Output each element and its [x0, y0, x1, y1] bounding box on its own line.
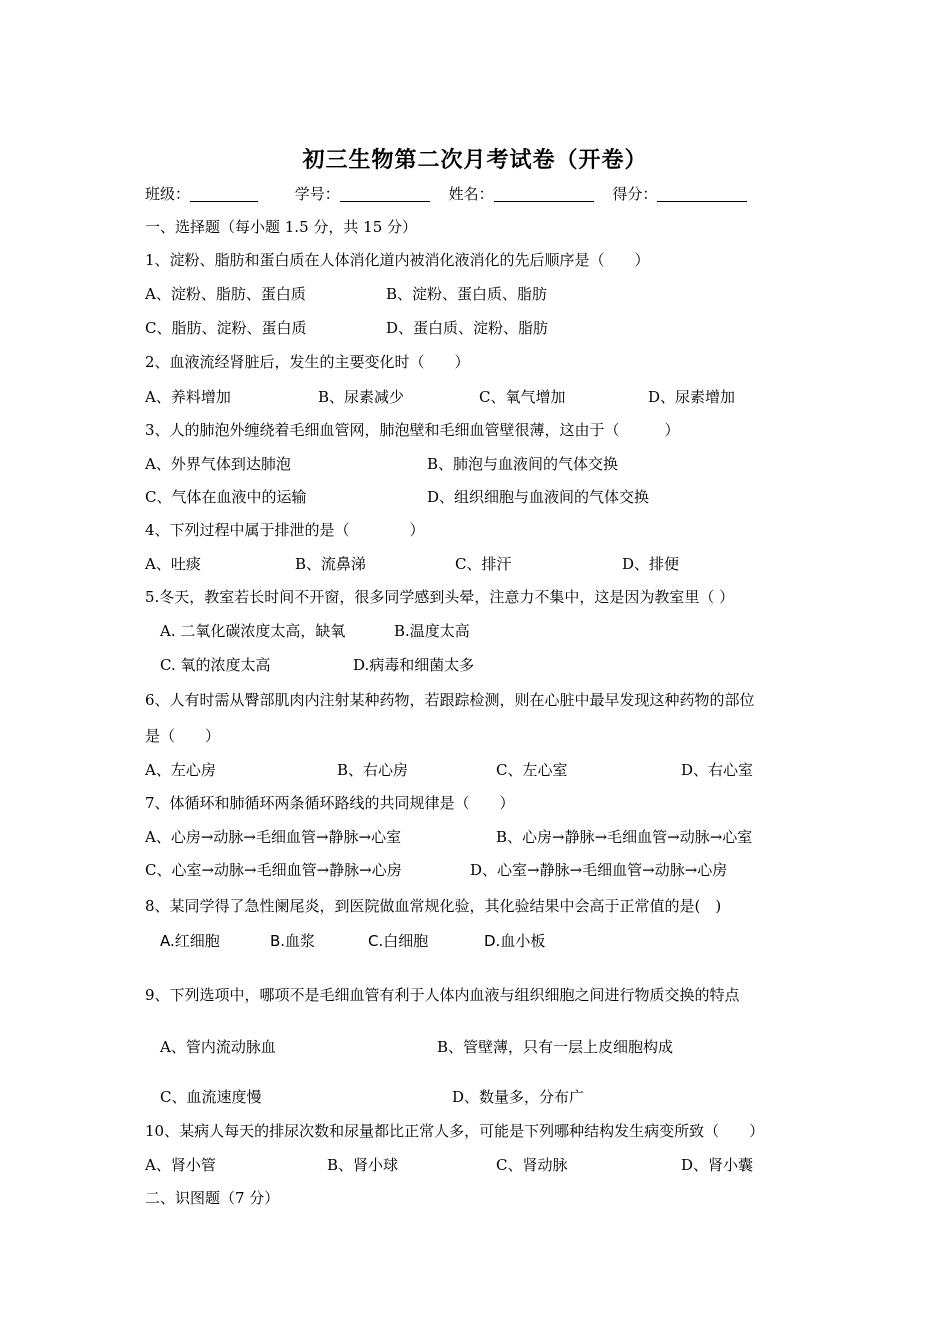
question-4-option-a[interactable]: A、吐痰	[145, 555, 201, 573]
section-2-heading: 二、识图题（7 分）	[145, 1189, 280, 1207]
question-1-stem: 1、淀粉、脂肪和蛋白质在人体消化道内被消化液消化的先后顺序是（ ）	[145, 251, 650, 269]
question-7-option-c[interactable]: C、心室→动脉→毛细血管→静脉→心房	[145, 861, 402, 879]
question-4-stem: 4、下列过程中属于排泄的是（ ）	[145, 521, 425, 539]
question-3-option-b[interactable]: B、肺泡与血液间的气体交换	[427, 455, 619, 473]
question-9-stem: 9、下列选项中，哪项不是毛细血管有利于人体内血液与组织细胞之间进行物质交换的特点	[145, 986, 740, 1004]
question-4-option-b[interactable]: B、流鼻涕	[295, 555, 367, 573]
question-6-stem-continued: 是（ ）	[145, 727, 221, 745]
question-2-option-b[interactable]: B、尿素减少	[318, 388, 405, 406]
question-9-option-c[interactable]: C、血流速度慢	[160, 1088, 262, 1106]
question-1-option-d[interactable]: D、蛋白质、淀粉、脂肪	[386, 319, 549, 337]
question-7-option-d[interactable]: D、心室→静脉→毛细血管→动脉→心房	[470, 861, 728, 879]
question-9-option-d[interactable]: D、数量多，分布广	[452, 1088, 585, 1106]
question-6-stem: 6、人有时需从臀部肌肉内注射某种药物，若跟踪检测，则在心脏中最早发现这种药物的部位	[145, 691, 755, 709]
number-blank[interactable]	[340, 185, 430, 202]
question-9-option-b[interactable]: B、管壁薄，只有一层上皮细胞构成	[437, 1038, 674, 1056]
question-7-option-a[interactable]: A、心房→动脉→毛细血管→静脉→心室	[145, 828, 402, 846]
question-3-option-d[interactable]: D、组织细胞与血液间的气体交换	[427, 488, 650, 506]
question-2-option-d[interactable]: D、尿素增加	[648, 388, 736, 406]
question-9-option-a[interactable]: A、管内流动脉血	[160, 1038, 276, 1056]
question-4-option-c[interactable]: C、排汗	[455, 555, 512, 573]
exam-title: 初三生物第二次月考试卷（开卷）	[302, 147, 648, 173]
question-7-option-b[interactable]: B、心房→静脉→毛细血管→动脉→心室	[496, 828, 753, 846]
question-5-option-b[interactable]: B.温度太高	[394, 622, 470, 640]
question-4-option-d[interactable]: D、排便	[622, 555, 680, 573]
section-1-heading: 一、选择题（每小题 1.5 分，共 15 分）	[145, 218, 418, 236]
question-10-stem: 10、某病人每天的排尿次数和尿量都比正常人多，可能是下列哪种结构发生病变所致（ ）	[145, 1122, 765, 1140]
question-10-option-a[interactable]: A、肾小管	[145, 1156, 216, 1174]
name-blank[interactable]	[494, 185, 594, 202]
question-6-option-c[interactable]: C、左心室	[496, 761, 568, 779]
question-5-option-c[interactable]: C. 氧的浓度太高	[160, 656, 271, 674]
question-7-stem: 7、体循环和肺循环两条循环路线的共同规律是（ ）	[145, 794, 515, 812]
class-blank[interactable]	[190, 185, 258, 202]
score-label: 得分：	[612, 185, 658, 203]
class-label: 班级：	[145, 185, 191, 203]
question-5-stem: 5.冬天，教室若长时间不开窗，很多同学感到头晕，注意力不集中，这是因为教室里（ ）	[145, 588, 735, 606]
question-5-option-d[interactable]: D.病毒和细菌太多	[353, 656, 475, 674]
question-2-option-a[interactable]: A、养料增加	[145, 388, 231, 406]
question-8-option-b[interactable]: B.血浆	[270, 932, 316, 950]
question-1-option-b[interactable]: B、淀粉、蛋白质、脂肪	[386, 285, 548, 303]
question-10-option-c[interactable]: C、肾动脉	[496, 1156, 568, 1174]
question-6-option-d[interactable]: D、右心室	[681, 761, 754, 779]
question-10-option-b[interactable]: B、肾小球	[327, 1156, 399, 1174]
question-6-option-a[interactable]: A、左心房	[145, 761, 216, 779]
number-label: 学号：	[294, 185, 340, 203]
question-8-option-c[interactable]: C.白细胞	[368, 932, 429, 950]
score-blank[interactable]	[657, 185, 747, 202]
question-3-stem: 3、人的肺泡外缠绕着毛细血管网，肺泡壁和毛细血管壁很薄，这由于（ ）	[145, 421, 680, 439]
question-3-option-c[interactable]: C、气体在血液中的运输	[145, 488, 307, 506]
question-6-option-b[interactable]: B、右心房	[337, 761, 409, 779]
question-8-option-a[interactable]: A.红细胞	[160, 932, 220, 950]
question-2-stem: 2、血液流经肾脏后，发生的主要变化时（ ）	[145, 353, 470, 371]
question-8-stem: 8、某同学得了急性阑尾炎，到医院做血常规化验，其化验结果中会高于正常值的是( )	[145, 897, 722, 915]
question-3-option-a[interactable]: A、外界气体到达肺泡	[145, 455, 291, 473]
question-1-option-c[interactable]: C、脂肪、淀粉、蛋白质	[145, 319, 307, 337]
question-8-option-d[interactable]: D.血小板	[484, 932, 546, 950]
question-2-option-c[interactable]: C、氧气增加	[479, 388, 566, 406]
question-10-option-d[interactable]: D、肾小囊	[681, 1156, 754, 1174]
student-info-row	[145, 184, 761, 204]
question-5-option-a[interactable]: A. 二氧化碳浓度太高，缺氧	[160, 622, 346, 640]
question-1-option-a[interactable]: A、淀粉、脂肪、蛋白质	[145, 285, 306, 303]
name-label: 姓名：	[448, 185, 494, 203]
